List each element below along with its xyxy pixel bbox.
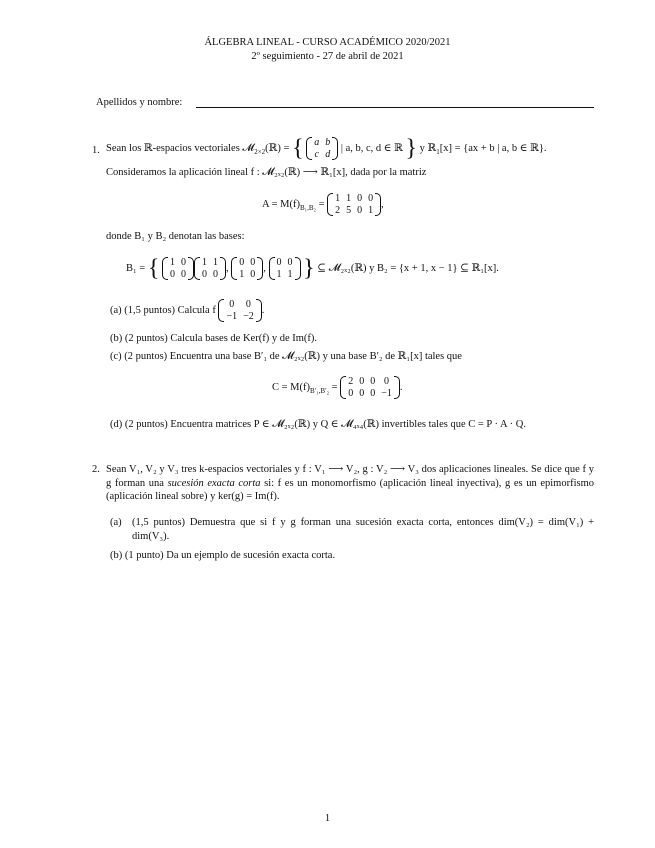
- problem1-line2: Consideramos la aplicación lineal f : 𝓜₂ₓ₂(ℝ) ⟶ ℝ₁[x], dada por la matriz: [106, 167, 427, 178]
- item-label: (d): [110, 419, 123, 430]
- problem2-text-b: si: f es un monomorfismo (aplicación lineal inyectiva), g es un epimorfismo (aplicación lineal sobre) y ker(g) = Im(f).: [106, 477, 595, 503]
- problem1-intro: [106, 134, 547, 164]
- problem1-c: [110, 350, 462, 364]
- item-label: (b): [110, 550, 123, 561]
- problem2-text-a: Sean V₁, V₂ y V₃ tres k-espacios vectoriales y f : V₁ ⟶ V₂, g : V₂ ⟶ V₃ dos aplicaciones lineales. Se dice que f y g forman una: [106, 464, 594, 489]
- matrix-a-lhs-sub: B₁,B₂: [300, 204, 316, 213]
- matrix-c-equation: $C = M(f)_{B'_1,B'_2}$ = 2 0 0 0 0 0 0 −1 .: [272, 376, 403, 399]
- item-text: (1,5 puntos) Calcula f: [124, 305, 216, 316]
- bases-intro: donde B₁ y B₂ denotan las bases:: [106, 231, 245, 242]
- matrix-entry: 5: [346, 204, 352, 216]
- matrix-a-arg: [218, 299, 261, 322]
- matrix-entry: 0: [202, 268, 207, 280]
- page-title: ÁLGEBRA LINEAL - CURSO ACADÉMICO 2020/2021: [204, 37, 451, 48]
- b1-equation: [126, 254, 499, 284]
- problem1-intro-b-sub: 1: [436, 148, 440, 157]
- separator: ,: [226, 263, 232, 274]
- matrix-c-lhs: C = M(f): [272, 382, 311, 393]
- matrix-entry: 0: [181, 257, 186, 269]
- name-field-label: Apellidos y nombre:: [96, 97, 183, 108]
- matrix-entry: 0: [357, 193, 363, 205]
- matrix-a: [327, 193, 381, 216]
- b1-tail: ⊆ 𝓜₂ₓ₂(ℝ) y B₂ = {x + 1, x − 1} ⊆ ℝ₁[x].: [317, 263, 499, 274]
- problem1-d: [110, 418, 526, 432]
- matrix-entry: 0: [239, 257, 245, 269]
- matrix-entry: 1: [287, 268, 293, 280]
- item-label: (a): [110, 305, 122, 316]
- problem1-number: 1.: [92, 145, 100, 156]
- item-text: (2 puntos) Encuentra matrices P ∈ 𝓜₂ₓ₂(ℝ) y Q ∈ 𝓜₄ₓ₄(ℝ) invertibles tales que C = P · A · Q.: [124, 419, 526, 430]
- b1-matrix: [162, 257, 194, 280]
- matrix-entry: 2: [348, 376, 354, 388]
- problem1-intro-a-rest: (ℝ) =: [265, 143, 290, 154]
- problem1-a: [110, 297, 264, 325]
- left-brace: {: [147, 255, 160, 282]
- problem2-a-label: (a): [110, 517, 122, 528]
- problem1-intro-b-rest: [x] = {ax + b | a, b ∈ ℝ}.: [439, 143, 547, 154]
- matrix-a-equation: $A = M(f)_{B_1,B_2}$ = 1 1 0 0 2 5 0 1 ,: [262, 193, 384, 216]
- page-number: 1: [324, 813, 331, 824]
- matrix-entry: 0: [368, 193, 374, 205]
- right-brace: }: [405, 135, 418, 162]
- problem2-text: [106, 463, 594, 504]
- matrix-entry: −2: [243, 310, 254, 322]
- matrix-entry: 1: [202, 257, 207, 269]
- matrix-c-lhs-sub: B′₁,B′₂: [310, 387, 330, 396]
- item-label: (b): [110, 333, 123, 344]
- matrix-entry: 1: [213, 257, 218, 269]
- page-subtitle: 2º seguimiento - 27 de abril de 2021: [251, 51, 404, 62]
- matrix-c: [340, 376, 400, 399]
- matrix-entry: 1: [276, 268, 282, 280]
- name-field-line[interactable]: [196, 107, 594, 108]
- problem1-b: [110, 332, 317, 346]
- set-condition: | a, b, c, d ∈ ℝ: [340, 143, 403, 154]
- problem2-b: [110, 549, 335, 563]
- matrix-a-tail: ,: [381, 199, 384, 210]
- matrix-entry: 0: [276, 257, 282, 269]
- matrix-entry: 0: [348, 387, 354, 399]
- matrix-entry: 0: [213, 268, 218, 280]
- left-brace: {: [292, 135, 304, 162]
- matrix-entry: −1: [381, 387, 392, 399]
- matrix-entry: 0: [370, 387, 376, 399]
- matrix-entry: 0: [181, 268, 186, 280]
- b1-matrix: [269, 257, 301, 280]
- matrix-a-lhs: A = M(f): [262, 199, 301, 210]
- matrix-entry: 1: [335, 193, 341, 205]
- matrix-entry: 1: [239, 268, 245, 280]
- item-label: (c): [110, 351, 122, 362]
- matrix-entry: 1: [368, 204, 374, 216]
- matrix-entry: 2: [335, 204, 341, 216]
- generic-matrix: a b c d: [306, 137, 338, 160]
- matrix-entry: 0: [359, 376, 365, 388]
- item-text: (2 puntos) Calcula bases de Ker(f) y de Im(f).: [124, 333, 318, 344]
- problem2-emph: sucesión exacta corta: [167, 477, 261, 489]
- problem2-a-text: (1,5 puntos) Demuestra que si f y g forman una sucesión exacta corta, entonces dim(V₂) = dim(V₁) + dim(V₃).: [132, 517, 594, 542]
- problem1-intro-a: Sean los ℝ-espacios vectoriales 𝓜: [106, 143, 255, 154]
- matrix-entry: 0: [287, 257, 293, 269]
- problem1-intro-a-sub: 2×2: [254, 148, 266, 157]
- matrix-entry: 0: [229, 299, 235, 311]
- b1-label: B₁ =: [126, 263, 146, 274]
- matrix-entry: 0: [384, 376, 390, 388]
- separator: ,: [263, 263, 269, 274]
- matrix-entry: 0: [359, 387, 365, 399]
- problem1-intro-b: y ℝ: [419, 143, 437, 154]
- item-tail: .: [261, 305, 265, 316]
- b1-matrices: [162, 257, 301, 280]
- matrix-entry: 0: [170, 268, 175, 280]
- right-brace: }: [303, 255, 315, 282]
- item-text: (2 puntos) Encuentra una base B′₁ de 𝓜₂ₓ₂(ℝ) y una base B′₂ de ℝ₁[x] tales que: [124, 351, 462, 362]
- matrix-entry: 0: [357, 204, 363, 216]
- b1-matrix: [231, 257, 263, 280]
- problem2-number: 2.: [92, 464, 100, 475]
- matrix-entry: 0: [250, 257, 256, 269]
- matrix-entry: 0: [250, 268, 256, 280]
- matrix-entry: 0: [245, 299, 251, 311]
- matrix-entry: 1: [346, 193, 352, 205]
- matrix-c-tail: .: [399, 382, 403, 393]
- b1-matrix: [194, 257, 226, 280]
- item-text: (1 punto) Da un ejemplo de sucesión exacta corta.: [124, 550, 336, 561]
- matrix-entry: 1: [170, 257, 175, 269]
- matrix-entry: −1: [226, 310, 238, 322]
- matrix-entry: 0: [370, 376, 376, 388]
